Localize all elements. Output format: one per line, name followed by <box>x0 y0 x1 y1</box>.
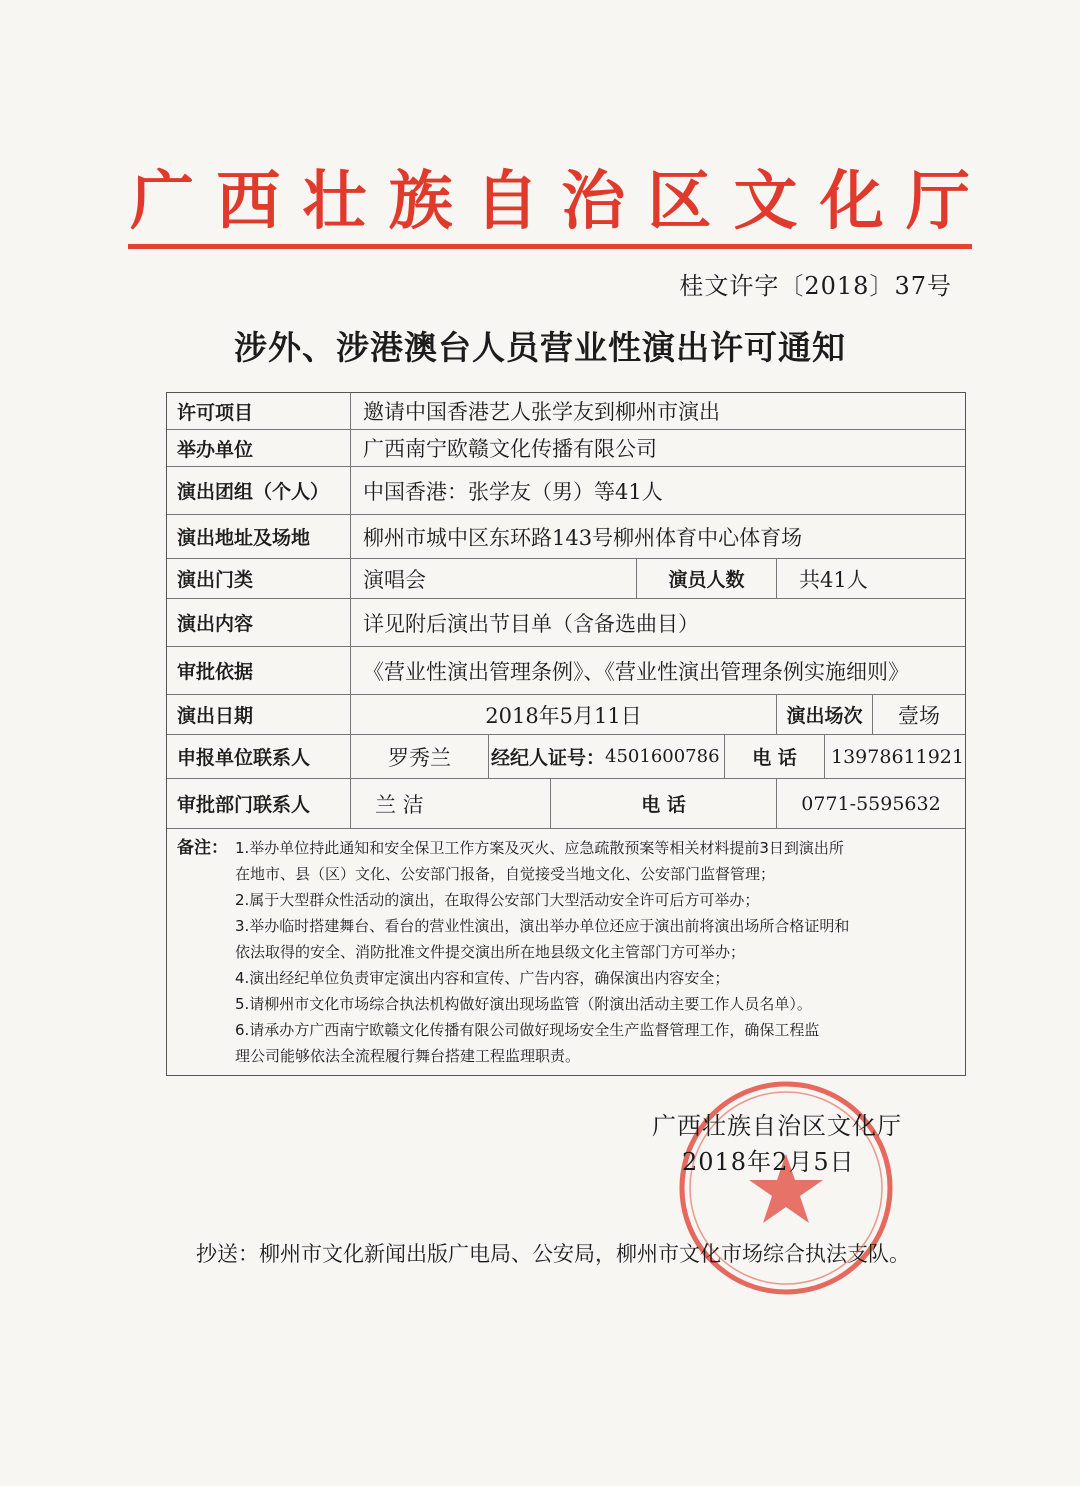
signing-date: 2018年2月5日 <box>682 1148 855 1176</box>
table-row <box>167 779 965 829</box>
organizer-label: 举办单位 <box>167 430 351 466</box>
list-item <box>235 1017 951 1069</box>
shows-value: 壹场 <box>898 703 940 728</box>
performer-count-label: 演员人数 <box>637 559 777 598</box>
table-row <box>167 647 965 695</box>
table-row <box>167 695 965 735</box>
table-row <box>167 393 965 430</box>
applicant-phone: 13978611921 <box>831 745 964 768</box>
content-label: 演出内容 <box>167 599 351 646</box>
applicant-phone-label: 电 话 <box>725 735 825 778</box>
troupe-label: 演出团组（个人） <box>167 467 351 514</box>
remark-line: 在地市、县（区）文化、公安部门报备，自觉接受当地文化、公安部门监督管理； <box>235 865 776 883</box>
remark-line: 理公司能够依法全流程履行舞台搭建工程监理职责。 <box>235 1047 581 1065</box>
org-char: 西 <box>216 164 281 239</box>
list-item <box>235 991 951 1017</box>
org-char: 治 <box>561 164 626 239</box>
document-number: 桂文许字〔2018〕37号 <box>679 272 952 300</box>
issuing-organization-heading <box>130 148 970 244</box>
org-char: 族 <box>388 164 453 239</box>
org-char: 壮 <box>302 164 367 239</box>
venue-label: 演出地址及场地 <box>167 515 351 558</box>
table-row <box>167 559 965 599</box>
agent-license-cell <box>489 735 725 778</box>
signature-block <box>652 1108 932 1180</box>
org-char: 广 <box>130 164 194 239</box>
dept-contact-label: 审批部门联系人 <box>167 779 351 828</box>
dept-phone: 0771-5595632 <box>801 792 941 815</box>
remark-line: 1.举办单位持此通知和安全保卫工作方案及灭火、应急疏散预案等相关材料提前3日到演出所 <box>235 839 844 857</box>
basis-label: 审批依据 <box>167 647 351 694</box>
basis-value: 《营业性演出管理条例》、《营业性演出管理条例实施细则》 <box>363 659 909 684</box>
org-char: 区 <box>647 164 712 239</box>
applicant-contact-label: 申报单位联系人 <box>167 735 351 778</box>
performer-count-value: 共41人 <box>799 567 868 592</box>
agent-license-label: 经纪人证号： <box>491 747 606 769</box>
dept-phone-label: 电 话 <box>551 779 777 828</box>
dept-contact-name: 兰 洁 <box>351 779 551 828</box>
remark-line: 3.举办临时搭建舞台、看台的营业性演出，演出举办单位还应于演出前将演出场所合格证明和 <box>235 917 850 935</box>
remark-line: 6.请承办方广西南宁欧赣文化传播有限公司做好现场安全生产监督管理工作，确保工程监 <box>235 1021 820 1039</box>
category-value: 演唱会 <box>351 559 637 598</box>
agent-license-number: 4501600786 <box>605 746 720 767</box>
signing-organization: 广西壮族自治区文化厅 <box>652 1112 902 1140</box>
applicant-contact-name: 罗秀兰 <box>351 735 489 778</box>
table-row <box>167 467 965 515</box>
table-row <box>167 430 965 467</box>
organizer-value: 广西南宁欧赣文化传播有限公司 <box>363 437 657 461</box>
remark-line: 5.请柳州市文化市场综合执法机构做好演出现场监管（附演出活动主要工作人员名单）。 <box>235 995 812 1013</box>
permit-form-table <box>166 392 966 1076</box>
table-row <box>167 735 965 779</box>
org-char: 化 <box>819 164 884 239</box>
org-char: 厅 <box>905 164 970 239</box>
org-char: 自 <box>474 164 539 239</box>
date-label: 演出日期 <box>167 695 351 734</box>
list-item <box>235 965 951 991</box>
troupe-value: 中国香港：张学友（男）等41人 <box>363 479 663 504</box>
license-item-label: 许可项目 <box>167 393 351 429</box>
list-item <box>235 835 951 887</box>
table-row <box>167 515 965 559</box>
venue-value: 柳州市城中区东环路143号柳州体育中心体育场 <box>363 525 803 550</box>
table-row <box>167 599 965 647</box>
remarks-label: 备注： <box>177 838 228 858</box>
document-title: 涉外、涉港澳台人员营业性演出许可通知 <box>234 328 846 367</box>
license-item-value: 邀请中国香港艺人张学友到柳州市演出 <box>363 400 720 424</box>
list-item <box>235 913 951 965</box>
category-label: 演出门类 <box>167 559 351 598</box>
red-header-rule <box>128 244 972 249</box>
remark-line: 4.演出经纪单位负责审定演出内容和宣传、广告内容，确保演出内容安全； <box>235 969 730 987</box>
date-value: 2018年5月11日 <box>351 695 777 734</box>
remark-line: 依法取得的安全、消防批准文件提交演出所在地县级文化主管部门方可举办； <box>235 943 746 961</box>
content-value: 详见附后演出节目单（含备选曲目） <box>363 611 699 636</box>
org-char: 文 <box>733 164 798 239</box>
list-item <box>235 887 951 913</box>
shows-label: 演出场次 <box>777 695 873 734</box>
carbon-copy-line: 抄送：柳州市文化新闻出版广电局、公安局，柳州市文化市场综合执法支队。 <box>196 1242 910 1266</box>
remarks-list <box>235 835 951 1069</box>
remark-line: 2.属于大型群众性活动的演出，在取得公安部门大型活动安全许可后方可举办； <box>235 891 760 909</box>
remarks-section <box>167 829 965 1069</box>
